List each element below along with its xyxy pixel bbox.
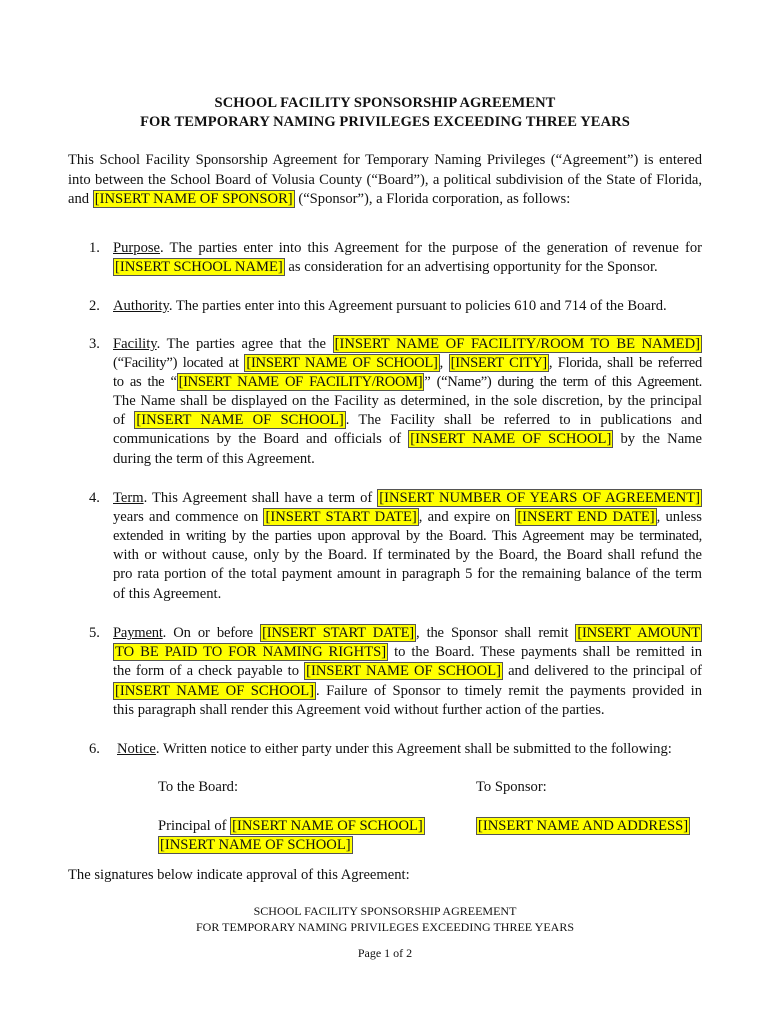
authority-line (113, 297, 667, 315)
payment-line-4 (113, 682, 702, 700)
term-heading: Term (113, 490, 144, 506)
facility-text-2: (“Facility”) located at (113, 355, 239, 371)
board-school-placeholder: [INSERT NAME OF SCHOOL] (232, 818, 423, 834)
sponsor-name-placeholder: [INSERT NAME OF SPONSOR] (94, 191, 293, 207)
principal-school-placeholder: [INSERT NAME OF SCHOOL] (115, 683, 315, 699)
payment-start-date-placeholder: [INSERT START DATE] (262, 625, 414, 641)
intro-line-1: This School Facility Sponsorship Agreement for Temporary Naming Privileges (“Agreement”) is entered (68, 152, 702, 168)
purpose-line-2 (113, 258, 658, 276)
footer-title-line-2: FOR TEMPORARY NAMING PRIVILEGES EXCEEDING THREE YEARS (195, 920, 575, 934)
facility-text-1: . The parties agree that the (156, 336, 327, 352)
intro-sponsor-text: (“Sponsor”), a Florida corporation, as follows: (298, 191, 571, 207)
facility-line-5 (113, 411, 702, 429)
term-line-3: extended in writing by the parties upon approval by the Board. This Agreement may be terminated, (113, 528, 702, 544)
payment-text-1: . On or before (162, 625, 253, 641)
term-text-4: , unless (656, 509, 702, 525)
facility-text-3: , Florida, shall be referred (548, 355, 703, 371)
facility-line-7: during the term of this Agreement. (113, 451, 315, 467)
facility-text-8: by the Name (620, 431, 702, 447)
payment-line-5: this paragraph shall render this Agreement void without further action of the parties. (113, 702, 605, 718)
facility-heading: Facility (113, 336, 157, 352)
payment-text-6: . Failure of Sponsor to timely remit the payments provided in (316, 683, 702, 699)
city-placeholder: [INSERT CITY] (450, 355, 547, 371)
purpose-text: . The parties enter into this Agreement for the purpose of the generation of revenue for (160, 240, 702, 256)
payment-text-5: and delivered to the principal of (508, 663, 703, 679)
start-date-placeholder: [INSERT START DATE] (265, 509, 417, 525)
term-line-4: with or without cause, only by the Board. If terminated by the Board, the Board shall refund the (113, 547, 702, 563)
payee-school-placeholder: [INSERT NAME OF SCHOOL] (306, 663, 501, 679)
principal-of-text: Principal of (158, 818, 227, 834)
facility-text-6: . The Facility shall be referred to in publications and (345, 412, 702, 428)
authority-text: . The parties enter into this Agreement pursuant to policies 610 and 714 of the Board. (168, 298, 667, 314)
facility-of: of (113, 412, 126, 428)
facility-line-1 (113, 335, 702, 353)
notice-line (117, 740, 672, 758)
footer-title-line-1: SCHOOL FACILITY SPONSORSHIP AGREEMENT (253, 904, 517, 918)
facility-line-4: The Name shall be displayed on the Facility as determined, in the sole discretion, by the principal (113, 393, 702, 409)
term-text-1: . This Agreement shall have a term of (143, 490, 373, 506)
payment-text-2: , the Sponsor shall remit (415, 625, 569, 641)
facility-line-2 (113, 354, 702, 372)
notice-heading: Notice (117, 741, 156, 757)
facility-line-6 (113, 430, 702, 448)
purpose-text-2: as consideration for an advertising opportunity for the Sponsor. (288, 259, 658, 275)
to-sponsor-label: To Sponsor: (476, 779, 547, 795)
term-line-2 (113, 508, 702, 526)
facility-room-placeholder: [INSERT NAME OF FACILITY/ROOM] (178, 374, 423, 390)
facility-officials-school-placeholder: [INSERT NAME OF SCHOOL] (410, 431, 612, 447)
to-board-label: To the Board: (158, 779, 239, 795)
payment-line-1 (113, 624, 702, 642)
facility-text-4: to as the “ (113, 374, 177, 390)
sponsor-address-placeholder: [INSERT NAME AND ADDRESS] (478, 818, 689, 834)
facility-text-7: communications by the Board and officials of (113, 431, 402, 447)
board-address-line-1 (158, 817, 425, 835)
school-name-placeholder: [INSERT SCHOOL NAME] (115, 259, 283, 275)
amount-placeholder-start: [INSERT AMOUNT (577, 625, 700, 641)
facility-line-3 (113, 373, 702, 391)
purpose-heading: Purpose (113, 240, 161, 256)
authority-heading: Authority (113, 298, 169, 314)
term-text-3: , and expire on (418, 509, 511, 525)
term-line-1 (113, 489, 702, 507)
document-title-line-1: SCHOOL FACILITY SPONSORSHIP AGREEMENT (214, 95, 556, 111)
document-title-line-2: FOR TEMPORARY NAMING PRIVILEGES EXCEEDING THREE YEARS (140, 114, 630, 130)
board-school-placeholder-2: [INSERT NAME OF SCHOOL] (160, 837, 351, 853)
term-line-6: of this Agreement. (113, 586, 222, 602)
facility-principal-school-placeholder: [INSERT NAME OF SCHOOL] (136, 412, 344, 428)
signatures-line: The signatures below indicate approval of this Agreement: (68, 867, 410, 883)
facility-text-5: ” (“Name”) during the term of this Agreement. (424, 374, 702, 390)
intro-and: and (68, 191, 90, 207)
payment-text-3: to the Board. These payments shall be remitted in (394, 644, 702, 660)
purpose-line-1 (113, 239, 702, 257)
facility-school-placeholder: [INSERT NAME OF SCHOOL] (246, 355, 438, 371)
amount-placeholder-end: TO BE PAID TO FOR NAMING RIGHTS] (115, 644, 387, 660)
sponsor-address-line (476, 817, 690, 835)
payment-line-2 (113, 643, 702, 661)
payment-line-3 (113, 662, 702, 680)
item-number-6: 6. (89, 741, 100, 757)
term-line-5: pro rata portion of the total payment amount in paragraph 5 for the remaining balance of the term (113, 566, 702, 582)
board-address-line-2 (158, 836, 353, 854)
facility-name-placeholder: [INSERT NAME OF FACILITY/ROOM TO BE NAMED] (334, 336, 700, 352)
notice-text: . Written notice to either party under this Agreement shall be submitted to the following: (155, 741, 672, 757)
item-number-2: 2. (89, 298, 100, 314)
item-number-1: 1. (89, 240, 100, 256)
item-number-4: 4. (89, 490, 100, 506)
end-date-placeholder: [INSERT END DATE] (517, 509, 655, 525)
intro-line-2: into between the School Board of Volusia County (“Board”), a political subdivision of the State of Florida, (68, 172, 702, 188)
payment-heading: Payment (113, 625, 163, 641)
page-number: Page 1 of 2 (357, 946, 413, 960)
facility-comma: , (439, 355, 444, 371)
item-number-3: 3. (89, 336, 100, 352)
item-number-5: 5. (89, 625, 100, 641)
intro-line-3 (68, 190, 570, 208)
term-text-2: years and commence on (113, 509, 259, 525)
payment-text-4: the form of a check payable to (113, 663, 300, 679)
years-placeholder: [INSERT NUMBER OF YEARS OF AGREEMENT] (379, 490, 700, 506)
